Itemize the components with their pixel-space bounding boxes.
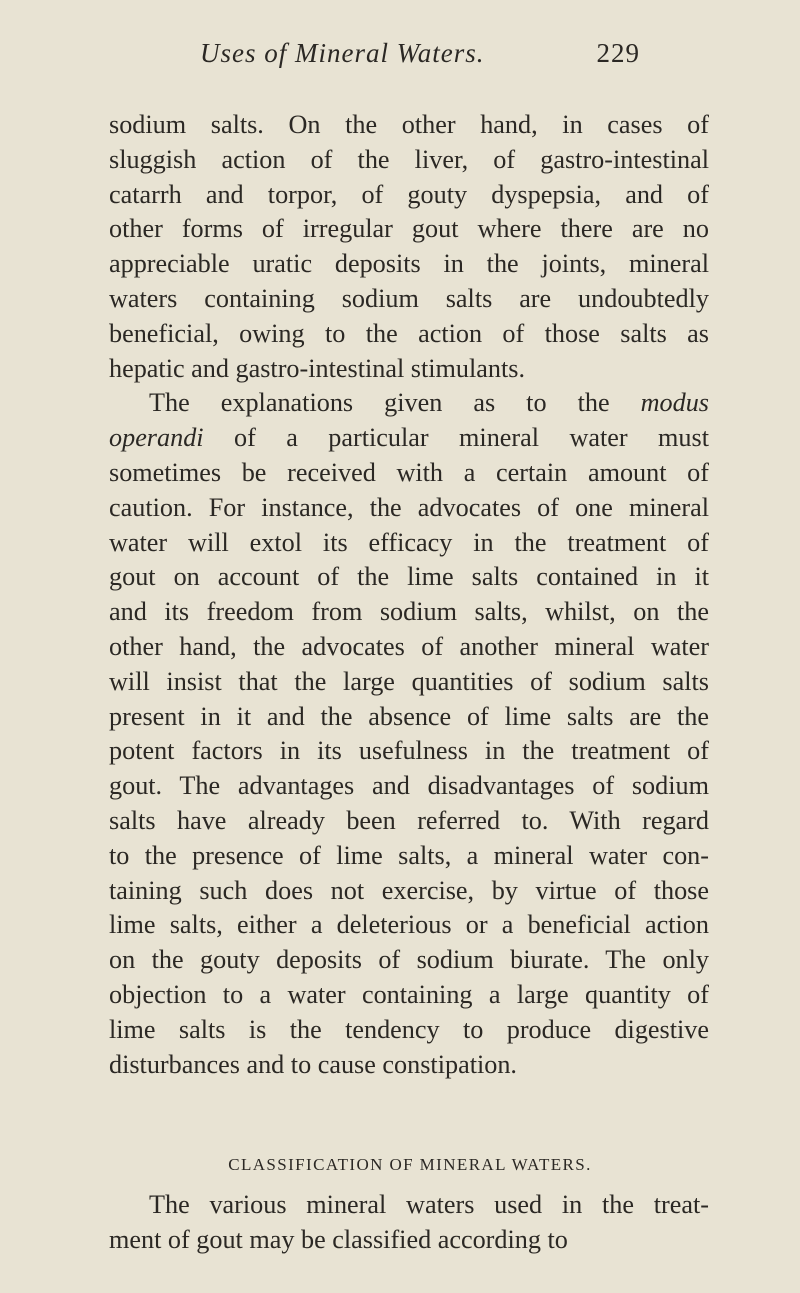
text-fragment: of a particular mineral water must	[234, 423, 709, 453]
text-line: caution. For instance, the advocates of one mineral	[109, 492, 709, 522]
text-line: sometimes be received with a certain amount of	[109, 457, 709, 487]
text-line: other forms of irregular gout where there are no	[109, 214, 709, 244]
text-line: gout on account of the lime salts contained in it	[109, 562, 709, 592]
text-line: to the presence of lime salts, a mineral water con-	[109, 840, 709, 870]
body-text	[109, 108, 709, 1082]
text-line: waters containing sodium salts are undoubtedly	[109, 283, 709, 313]
page-number: 229	[596, 38, 640, 68]
text-line: sluggish action of the liver, of gastro-intestinal	[109, 144, 709, 174]
section-heading: CLASSIFICATION OF MINERAL WATERS.	[228, 1155, 592, 1174]
text-line: objection to a water containing a large quantity of	[109, 979, 709, 1009]
text-line: beneficial, owing to the action of those salts as	[109, 318, 709, 348]
running-title: Uses of Mineral Waters.	[200, 38, 485, 68]
italic-term: modus	[640, 388, 709, 418]
text-line: present in it and the absence of lime salts are the	[109, 701, 709, 731]
text-line: water will extol its efficacy in the treatment of	[109, 527, 709, 557]
text-line-operandi	[109, 421, 709, 456]
text-line-modus	[109, 386, 709, 421]
text-line: taining such does not exercise, by virtue of those	[109, 875, 709, 905]
text-line: salts have already been referred to. With regard	[109, 805, 709, 835]
text-line: potent factors in its usefulness in the treatment of	[109, 736, 709, 766]
text-line: lime salts is the tendency to produce digestive	[109, 1014, 709, 1044]
running-head	[200, 38, 640, 78]
text-line: ment of gout may be classified according to	[109, 1224, 568, 1254]
text-line: lime salts, either a deleterious or a beneficial action	[109, 910, 709, 940]
text-fragment: The explanations given as to the	[149, 388, 610, 418]
text-line: appreciable uratic deposits in the joints, mineral	[109, 249, 709, 279]
italic-term: operandi	[109, 423, 204, 453]
text-line: catarrh and torpor, of gouty dyspepsia, and of	[109, 179, 709, 209]
text-line: gout. The advantages and disadvantages of sodium	[109, 771, 709, 801]
text-line: The various mineral waters used in the treat-	[149, 1190, 709, 1219]
text-line: and its freedom from sodium salts, whilst, on the	[109, 597, 709, 627]
body-text-continued	[109, 1188, 709, 1258]
text-line: hepatic and gastro-intestinal stimulants.	[109, 353, 525, 383]
text-line: sodium salts. On the other hand, in cases of	[109, 110, 709, 139]
text-line: disturbances and to cause constipation.	[109, 1049, 517, 1079]
text-line: will insist that the large quantities of sodium salts	[109, 666, 709, 696]
text-line: other hand, the advocates of another mineral water	[109, 631, 709, 661]
text-line: on the gouty deposits of sodium biurate. The only	[109, 945, 709, 975]
